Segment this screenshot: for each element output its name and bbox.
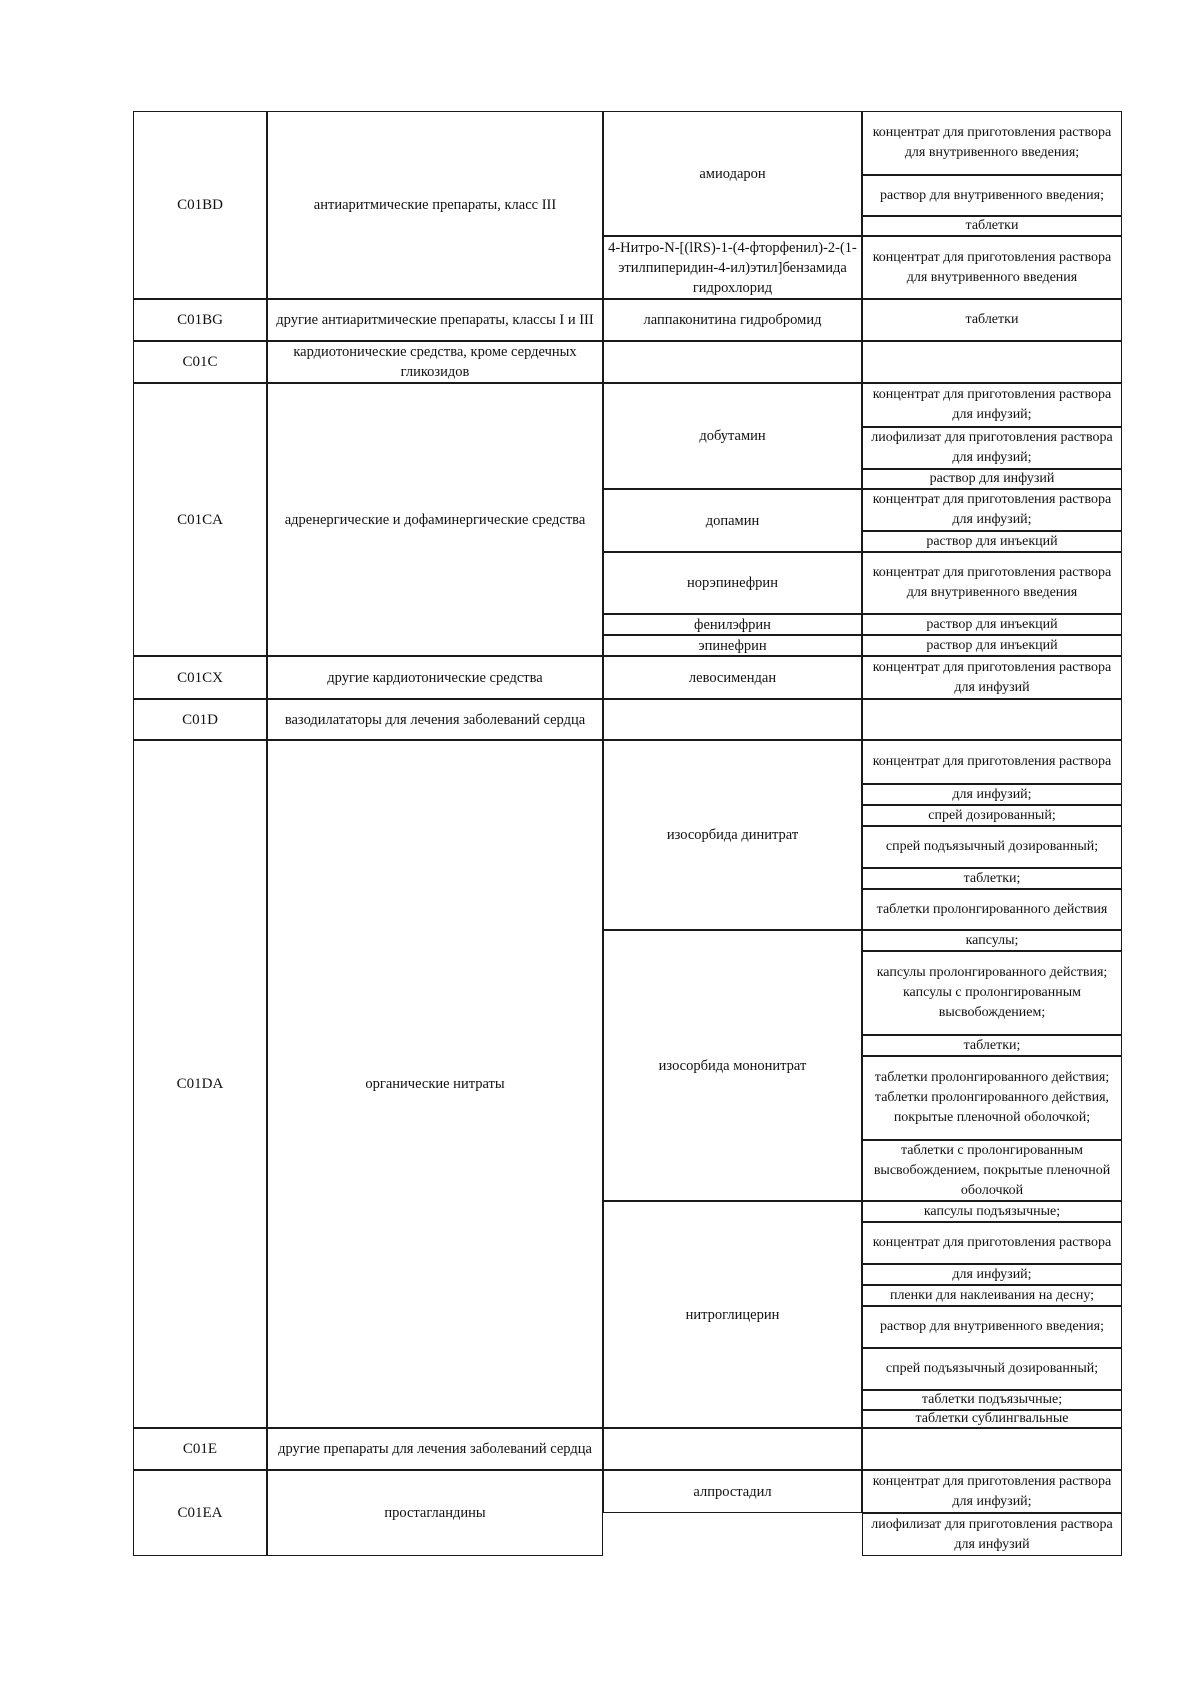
atc-code-cell: C01CX (133, 656, 267, 699)
dosage-form-cell: лиофилизат для приготовления раствора для инфузий; (862, 427, 1122, 469)
dosage-form-cell: для инфузий; (862, 784, 1122, 805)
dosage-form-cell: капсулы; (862, 930, 1122, 951)
atc-group-cell: простагландины (267, 1470, 603, 1556)
dosage-form-cell: раствор для внутривенного введения; (862, 175, 1122, 216)
dosage-form-cell: раствор для инъекций (862, 635, 1122, 656)
drug-name-cell-empty (603, 699, 862, 740)
atc-group-cell: другие кардиотонические средства (267, 656, 603, 699)
atc-group-cell: вазодилататоры для лечения заболеваний сердца (267, 699, 603, 740)
drug-name-cell-empty (603, 1428, 862, 1470)
atc-group-cell: кардиотонические средства, кроме сердечных гликозидов (267, 341, 603, 383)
dosage-form-cell: концентрат для приготовления раствора для инфузий (862, 656, 1122, 699)
drug-name-cell: лаппаконитина гидробромид (603, 299, 862, 341)
atc-code-cell: C01DA (133, 740, 267, 1428)
dosage-form-cell: таблетки; (862, 868, 1122, 889)
dosage-form-cell: капсулы пролонгированного действия; капсулы с пролонгированным высвобождением; (862, 951, 1122, 1035)
dosage-form-cell: раствор для инъекций (862, 614, 1122, 635)
dosage-form-cell: концентрат для приготовления раствора (862, 740, 1122, 784)
dosage-form-cell: таблетки (862, 299, 1122, 341)
dosage-form-cell: концентрат для приготовления раствора для внутривенного введения (862, 552, 1122, 614)
atc-code-cell: C01BD (133, 111, 267, 299)
atc-code-cell: C01BG (133, 299, 267, 341)
drug-name-cell: 4-Нитро-N-[(lRS)-1-(4-фторфенил)-2-(1-этилпиперидин-4-ил)этил]бензамида гидрохлорид (603, 236, 862, 299)
dosage-form-cell: лиофилизат для приготовления раствора для инфузий (862, 1513, 1122, 1556)
drug-name-cell: добутамин (603, 383, 862, 489)
dosage-form-cell: таблетки с пролонгированным высвобождением, покрытые пленочной оболочкой (862, 1140, 1122, 1201)
dosage-form-cell: концентрат для приготовления раствора для инфузий; (862, 383, 1122, 427)
dosage-form-cell: концентрат для приготовления раствора (862, 1222, 1122, 1264)
drug-name-cell: фенилэфрин (603, 614, 862, 635)
drug-name-cell: амиодарон (603, 111, 862, 236)
dosage-form-cell-empty (862, 341, 1122, 383)
dosage-form-cell: спрей дозированный; (862, 805, 1122, 826)
drug-name-cell: эпинефрин (603, 635, 862, 656)
dosage-form-cell: пленки для наклеивания на десну; (862, 1285, 1122, 1306)
dosage-form-cell: раствор для внутривенного введения; (862, 1306, 1122, 1348)
dosage-form-cell: концентрат для приготовления раствора для инфузий; (862, 1470, 1122, 1513)
atc-code-cell: C01D (133, 699, 267, 740)
dosage-form-cell: концентрат для приготовления раствора для внутривенного введения (862, 236, 1122, 299)
drug-name-cell: алпростадил (603, 1470, 862, 1513)
drug-name-cell: изосорбида динитрат (603, 740, 862, 930)
dosage-form-cell: таблетки подъязычные; (862, 1390, 1122, 1410)
dosage-form-cell: раствор для инъекций (862, 531, 1122, 552)
atc-group-cell: адренергические и дофаминергические средства (267, 383, 603, 656)
dosage-form-cell: таблетки сублингвальные (862, 1410, 1122, 1428)
drug-name-cell: изосорбида мононитрат (603, 930, 862, 1201)
dosage-form-cell: концентрат для приготовления раствора для инфузий; (862, 489, 1122, 531)
dosage-form-cell: для инфузий; (862, 1264, 1122, 1285)
atc-group-cell: антиаритмические препараты, класс III (267, 111, 603, 299)
drug-name-cell-empty (603, 341, 862, 383)
dosage-form-cell: таблетки пролонгированного действия (862, 889, 1122, 930)
atc-group-cell: другие препараты для лечения заболеваний сердца (267, 1428, 603, 1470)
drug-name-cell: норэпинефрин (603, 552, 862, 614)
dosage-form-cell: таблетки (862, 216, 1122, 236)
atc-group-cell: другие антиаритмические препараты, классы I и III (267, 299, 603, 341)
dosage-form-cell: таблетки пролонгированного действия; таблетки пролонгированного действия, покрытые пленочной оболочкой; (862, 1056, 1122, 1140)
atc-code-cell: C01EA (133, 1470, 267, 1556)
dosage-form-cell: спрей подъязычный дозированный; (862, 1348, 1122, 1390)
atc-code-cell: C01C (133, 341, 267, 383)
dosage-form-cell: таблетки; (862, 1035, 1122, 1056)
drug-name-cell: левосимендан (603, 656, 862, 699)
dosage-form-cell: спрей подъязычный дозированный; (862, 826, 1122, 868)
dosage-form-cell-empty (862, 1428, 1122, 1470)
atc-code-cell: C01E (133, 1428, 267, 1470)
dosage-form-cell-empty (862, 699, 1122, 740)
atc-code-cell: C01CA (133, 383, 267, 656)
dosage-form-cell: раствор для инфузий (862, 469, 1122, 489)
atc-group-cell: органические нитраты (267, 740, 603, 1428)
drug-name-cell: нитроглицерин (603, 1201, 862, 1428)
dosage-form-cell: капсулы подъязычные; (862, 1201, 1122, 1222)
dosage-form-cell: концентрат для приготовления раствора для внутривенного введения; (862, 111, 1122, 175)
drug-name-cell: допамин (603, 489, 862, 552)
